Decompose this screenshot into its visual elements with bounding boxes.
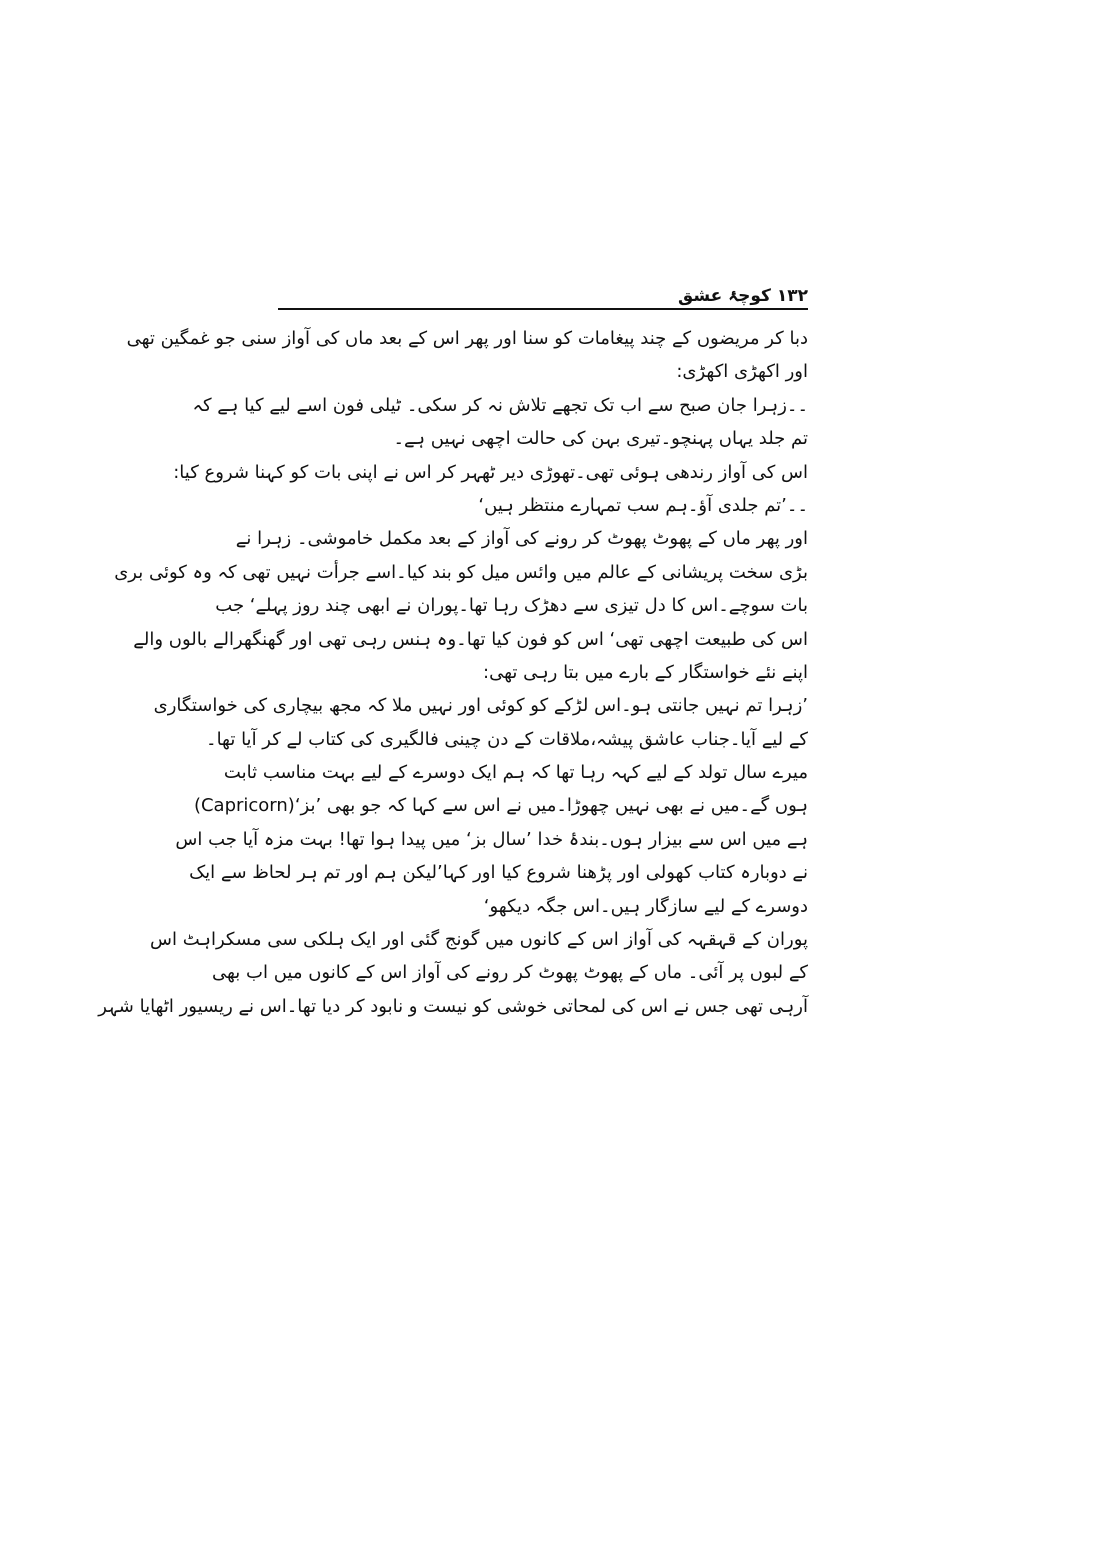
text-line: اپنے نئے خواستگار کے بارے میں بتا رہی تھی: — [483, 661, 808, 683]
text-line: ۔۔زہرا جان صبح سے اب تک تجھے تلاش نہ کر سکی۔ ٹیلی فون اسے لیے کیا ہے کہ — [192, 394, 808, 416]
text-line: اس کی آواز رندھی ہوئی تھی۔تھوڑی دیر ٹھہر کر اس نے اپنی بات کو کہنا شروع کیا: — [173, 461, 808, 483]
text-line: میرے سال تولد کے لیے کہہ رہا تھا کہ ہم ایک دوسرے کے لیے بہت مناسب ثابت — [223, 762, 808, 784]
page-body — [98, 322, 808, 1023]
text-line: اور پھر ماں کے پھوٹ پھوٹ کر رونے کی آواز کے بعد مکمل خاموشی۔ زہرا نے — [235, 528, 808, 550]
text-line: بات سوچے۔اس کا دل تیزی سے دھڑک رہا تھا۔پوران نے ابھی چند روز پہلے‘ جب — [215, 595, 808, 617]
text-line: نے دوبارہ کتاب کھولی اور پڑھنا شروع کیا اور کہا’لیکن ہم اور تم ہر لحاظ سے ایک — [189, 862, 808, 884]
text-line: تم جلد یہاں پہنچو۔تیری بہن کی حالت اچھی نہیں ہے۔ — [393, 428, 808, 450]
text-line: دبا کر مریضوں کے چند پیغامات کو سنا اور پھر اس کے بعد ماں کی آواز سنی جو غمگین تھی — [126, 328, 808, 349]
text-line: اس کی طبیعت اچھی تھی‘ اس کو فون کیا تھا۔وہ ہنس رہی تھی اور گھنگھرالے بالوں والے — [133, 628, 808, 650]
text-line: کے لبوں پر آئی۔ ماں کے پھوٹ پھوٹ کر رونے کی آواز اس کے کانوں میں اب بھی — [212, 962, 808, 984]
text-line: ہوں گے۔میں نے بھی نہیں چھوڑا۔میں نے اس سے کہا کہ جو بھی ’بز‘(Capricorn) — [193, 795, 808, 817]
text-line: دوسرے کے لیے سازگار ہیں۔اس جگہ دیکھو‘ — [483, 895, 808, 917]
text-line: ہے میں اس سے بیزار ہوں۔بندۂ خدا ’سال بز‘ میں پیدا ہوا تھا! بہت مزہ آیا جب اس — [175, 828, 808, 850]
text-line: آرہی تھی جس نے اس کی لمحاتی خوشی کو نیست و نابود کر دیا تھا۔اس نے ریسیور اٹھایا شہر — [98, 995, 808, 1017]
text-line: ۔۔’تم جلدی آؤ۔ہم سب تمہارے منتظر ہیں‘ — [478, 494, 808, 516]
text-line: ’زہرا تم نہیں جانتی ہو۔اس لڑکے کو کوئی اور نہیں ملا کہ مجھ بیچاری کی خواستگاری — [153, 695, 808, 717]
header-rule — [278, 308, 808, 310]
text-line: کے لیے آیا۔جناب عاشق پیشہ،ملاقات کے دن چینی فالگیری کی کتاب لے کر آیا تھا۔ — [206, 728, 808, 750]
text-line: اور اکھڑی اکھڑی: — [676, 361, 808, 383]
page-header: ۱۳۲ کوچۂ عشق — [678, 286, 808, 306]
text-line: بڑی سخت پریشانی کے عالم میں وائس میل کو بند کیا۔اسے جرأت نہیں تھی کہ وہ کوئی بری — [114, 561, 808, 583]
text-line: پوران کے قہقہہ کی آواز اس کے کانوں میں گونج گئی اور ایک ہلکی سی مسکراہٹ اس — [150, 929, 808, 951]
